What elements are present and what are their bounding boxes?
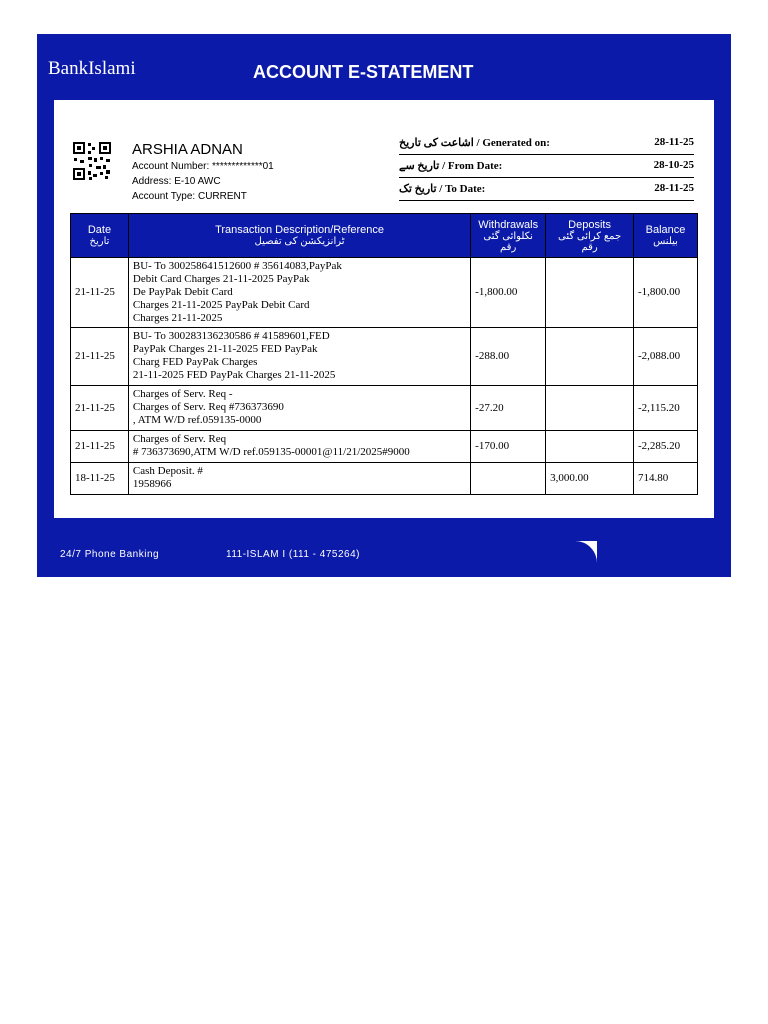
column-header-date: Date تاریخ [71, 214, 129, 258]
column-header-withdrawals: Withdrawals نکلوائی گئی رقم [471, 214, 546, 258]
meta-row-generated [399, 132, 694, 155]
column-header-description: Transaction Description/Reference ٹرانزیکشن کی تفصیل [128, 214, 470, 258]
cell-balance: -2,285.20 [634, 431, 698, 463]
table-row [71, 431, 698, 463]
cell-description: Cash Deposit. # 1958966 [128, 463, 470, 495]
meta-value: 28-10-25 [653, 159, 694, 171]
footer-tab-shape [567, 541, 597, 577]
footer-phone-label: 24/7 Phone Banking [60, 549, 160, 560]
account-number: Account Number: *************01 [132, 161, 274, 172]
qr-code-icon [72, 141, 112, 181]
cell-withdrawal: -170.00 [471, 431, 546, 463]
table-header-row [71, 214, 698, 258]
cell-description: Charges of Serv. Req # 736373690,ATM W/D ref.059135-00001@11/21/2025#9000 [128, 431, 470, 463]
table-row [71, 328, 698, 386]
cell-date: 21-11-25 [71, 431, 129, 463]
cell-withdrawal: -27.20 [471, 386, 546, 431]
table-row [71, 386, 698, 431]
cell-balance: 714.80 [634, 463, 698, 495]
meta-row-from-date [399, 155, 694, 178]
cell-description: BU- To 300258641512600 # 35614083,PayPak Debit Card Charges 21-11-2025 PayPak De PayPak Debit Card Charges 21-11-2025 PayPak Debit Card Charges 21-11-2025 [128, 258, 470, 328]
transactions-table [70, 213, 698, 495]
cell-balance: -2,088.00 [634, 328, 698, 386]
meta-label: تاریخ تک / To Date: [399, 183, 486, 195]
statement-panel [54, 100, 714, 518]
statement-frame [37, 34, 731, 577]
column-header-deposits: Deposits جمع کرائی گئی رقم [546, 214, 634, 258]
cell-withdrawal: -1,800.00 [471, 258, 546, 328]
statement-meta [399, 132, 694, 201]
account-type: Account Type: CURRENT [132, 191, 247, 202]
account-address: Address: E-10 AWC [132, 176, 221, 187]
table-row [71, 463, 698, 495]
cell-withdrawal [471, 463, 546, 495]
bank-logo: BankIslami [48, 58, 136, 79]
cell-date: 21-11-25 [71, 328, 129, 386]
cell-deposit: 3,000.00 [546, 463, 634, 495]
meta-value: 28-11-25 [654, 136, 694, 148]
column-header-balance: Balance بیلنس [634, 214, 698, 258]
footer-phone-number: 111-ISLAM I (111 - 475264) [226, 549, 360, 560]
cell-deposit [546, 328, 634, 386]
cell-deposit [546, 386, 634, 431]
cell-date: 21-11-25 [71, 258, 129, 328]
meta-value: 28-11-25 [654, 182, 694, 194]
cell-deposit [546, 258, 634, 328]
cell-date: 18-11-25 [71, 463, 129, 495]
table-row [71, 258, 698, 328]
cell-balance: -2,115.20 [634, 386, 698, 431]
cell-date: 21-11-25 [71, 386, 129, 431]
cell-description: Charges of Serv. Req - Charges of Serv. Req #736373690 , ATM W/D ref.059135-0000 [128, 386, 470, 431]
cell-withdrawal: -288.00 [471, 328, 546, 386]
cell-description: BU- To 300283136230586 # 41589601,FED PayPak Charges 21-11-2025 FED PayPak Charg FED PayPak Charges 21-11-2025 FED PayPak Charges 21-11-2025 [128, 328, 470, 386]
cell-balance: -1,800.00 [634, 258, 698, 328]
meta-label: تاریخ سے / From Date: [399, 160, 503, 172]
meta-row-to-date [399, 178, 694, 201]
meta-label: اشاعت کی تاریخ / Generated on: [399, 137, 550, 149]
cell-deposit [546, 431, 634, 463]
account-holder-name: ARSHIA ADNAN [132, 141, 243, 158]
statement-title: ACCOUNT E-STATEMENT [253, 62, 474, 82]
